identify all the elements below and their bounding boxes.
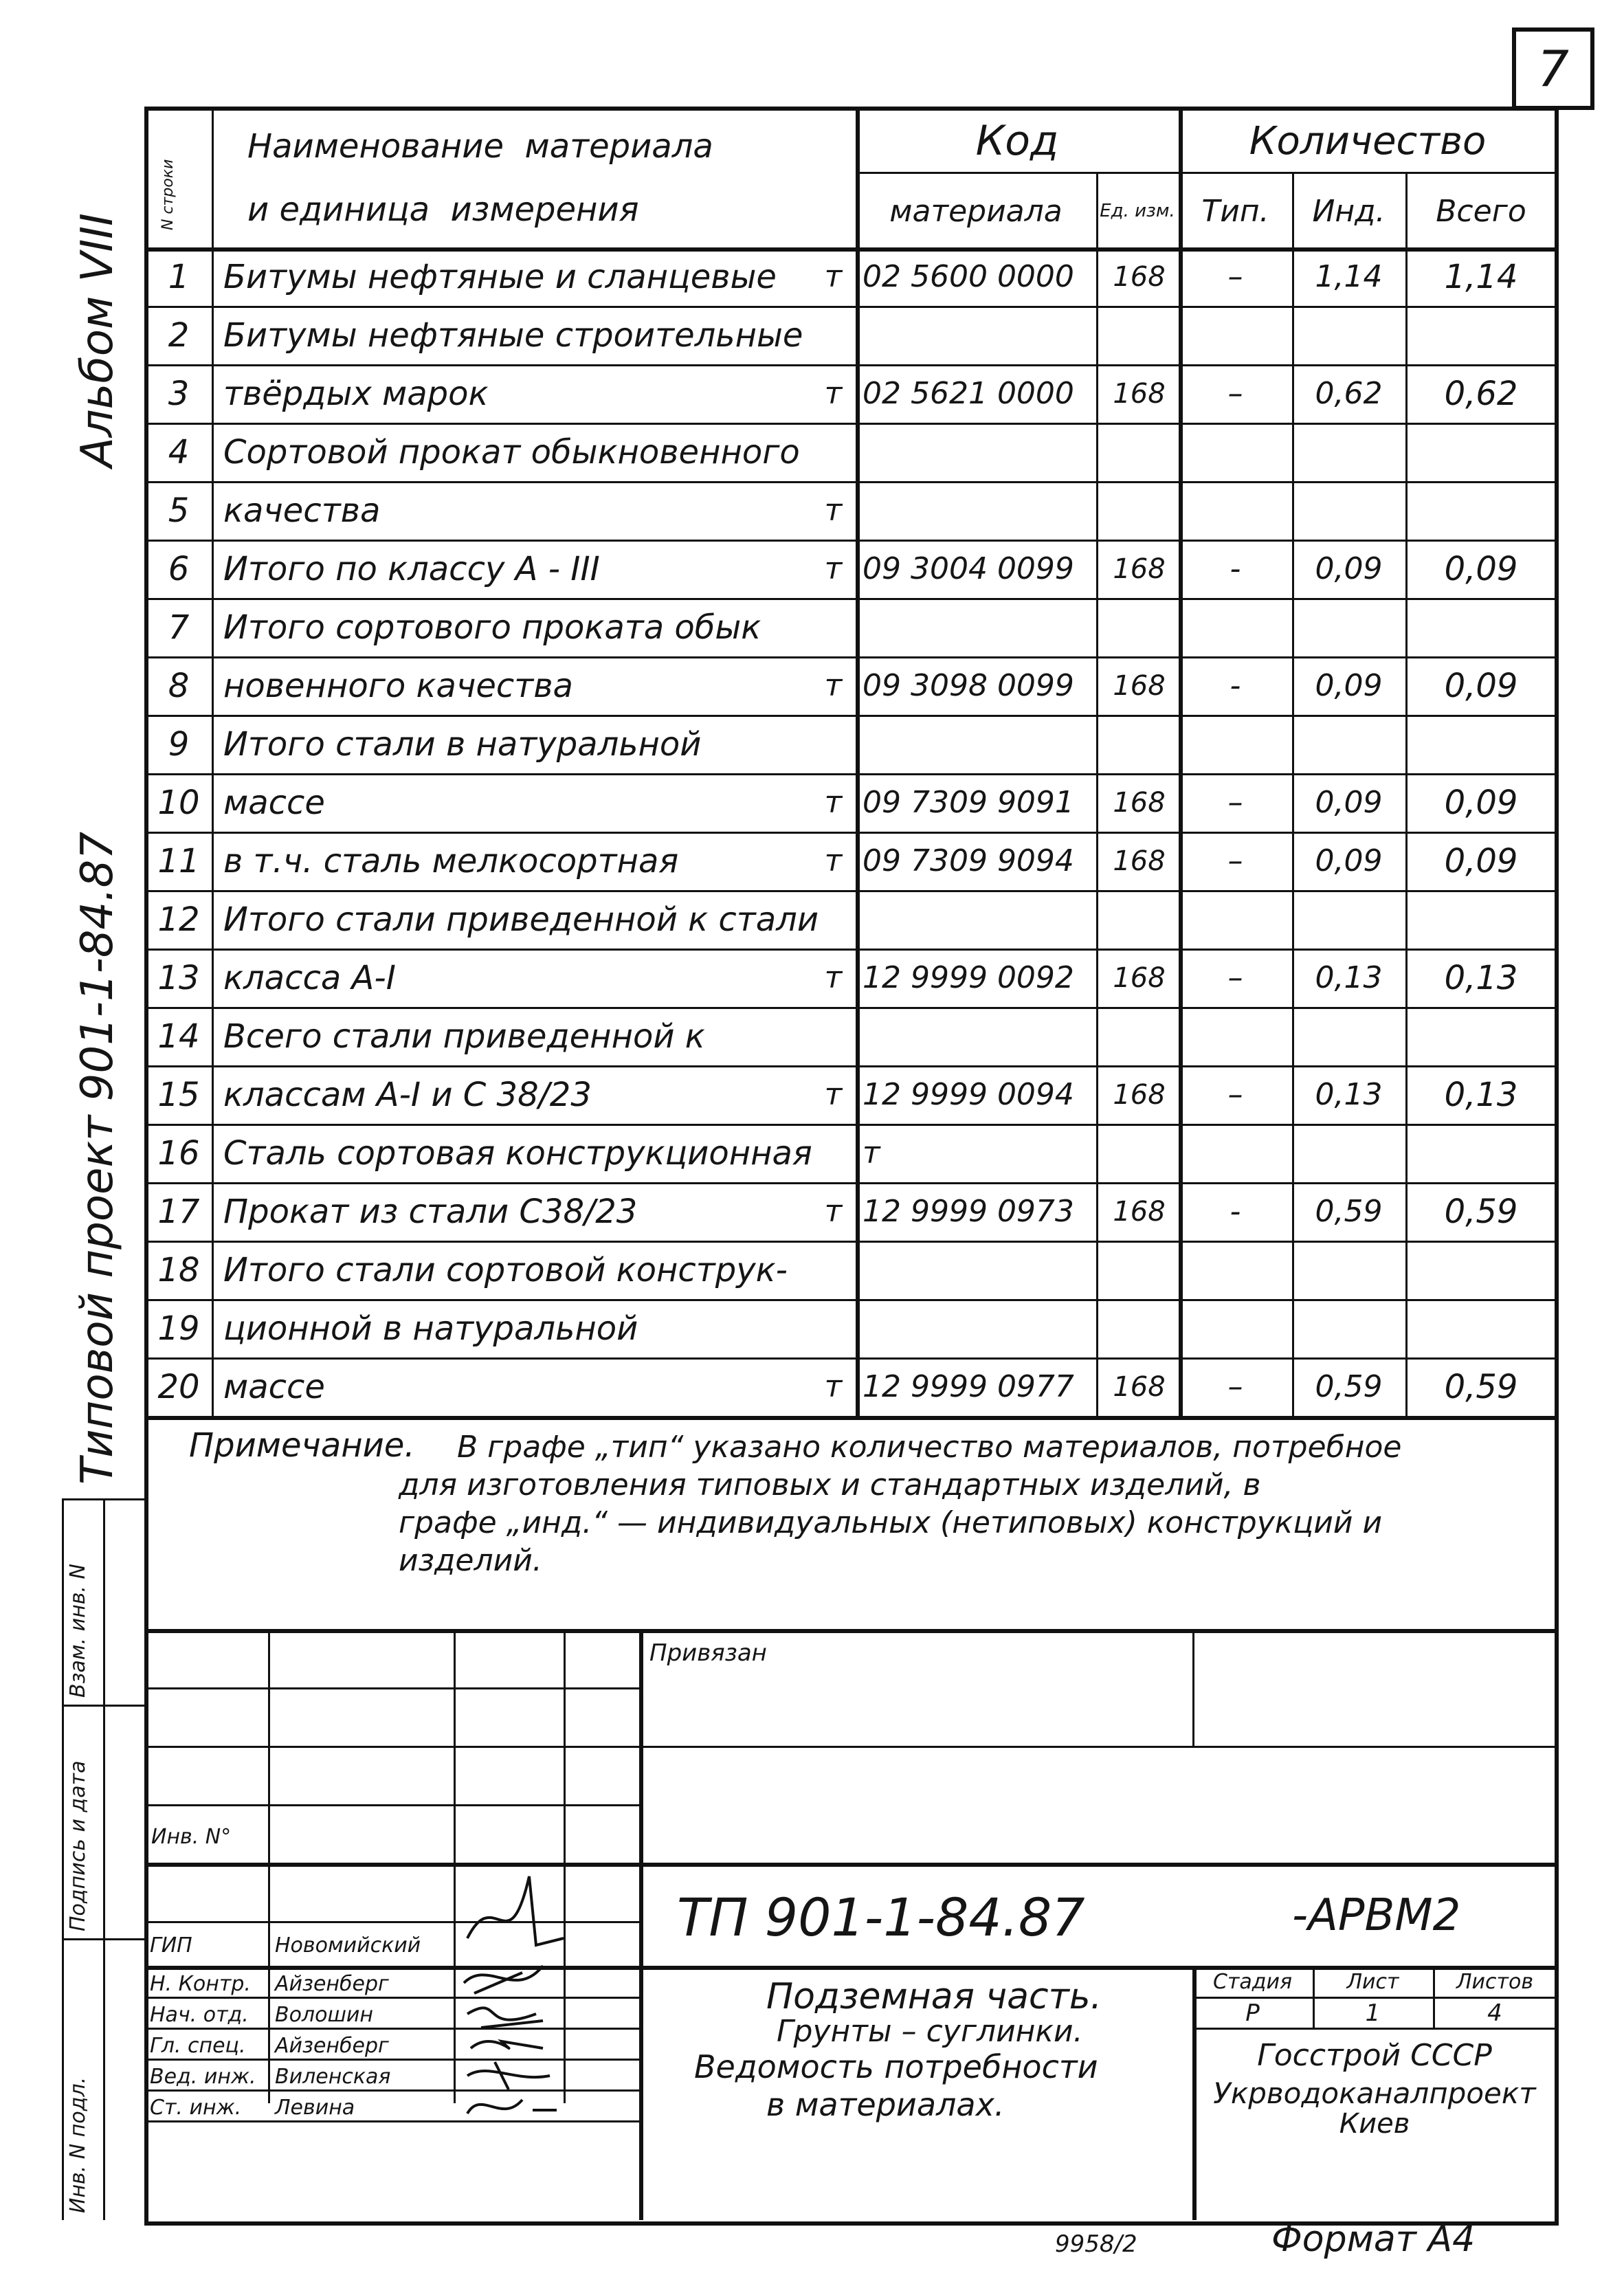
row-code (863, 306, 1096, 364)
row-ed (1100, 1124, 1179, 1182)
row-number: 6 (168, 549, 190, 588)
row-ind (1292, 1124, 1405, 1182)
row-name: Битумы нефтяные и сланцевые (223, 257, 777, 296)
row-ind (1292, 481, 1405, 540)
row-number: 17 (157, 1192, 200, 1231)
row-ed: 168 (1113, 786, 1166, 819)
listov-value: 4 (1487, 1999, 1502, 2027)
row-typ: – (1227, 376, 1243, 411)
row-ed (1100, 598, 1179, 656)
row-name: Итого стали приведенной к стали (223, 900, 819, 939)
row-ind: 1,14 (1315, 259, 1383, 294)
staff-name: Айзенберг (275, 1971, 389, 1996)
tb-h-code-top (144, 1863, 1559, 1867)
row-total: 0,59 (1444, 1367, 1518, 1406)
row-number: 19 (157, 1309, 200, 1348)
header-col-name-1: Наименование материала (247, 127, 713, 166)
row-typ (1179, 481, 1292, 540)
row-ed (1100, 306, 1179, 364)
page-number: 7 (1537, 40, 1569, 98)
col-line-code (1096, 172, 1098, 1416)
side-stamp-sign-date: Подпись и дата (66, 1760, 90, 1931)
row-typ (1179, 1241, 1292, 1299)
row-number: 5 (168, 491, 190, 530)
listov-label: Листов (1456, 1970, 1534, 1994)
row-ed: 168 (1113, 1195, 1166, 1228)
row-name: массе (223, 1367, 325, 1406)
row-unit (814, 890, 852, 949)
row-typ: – (1227, 843, 1243, 878)
row-unit: т (824, 551, 843, 586)
row-ed: 168 (1113, 377, 1166, 410)
row-name: Итого стали сортовой конструк- (223, 1250, 788, 1289)
header-col-name-2: и единица измерения (247, 190, 639, 229)
row-ind (1292, 1299, 1405, 1357)
row-code (863, 890, 1096, 949)
note-line-4: изделий. (399, 1543, 542, 1578)
list-label: Лист (1346, 1970, 1399, 1994)
row-name: Итого стали в натуральной (223, 724, 702, 764)
side-stamp-replace-inv: Взам. инв. N (66, 1564, 90, 1698)
staff-name: Новомийский (275, 1933, 421, 1958)
row-name: Итого сортового проката обык (223, 608, 761, 647)
row-code: 12 9999 0094 (863, 1077, 1074, 1112)
row-code: 09 7309 9094 (863, 843, 1074, 878)
row-ed (1100, 481, 1179, 540)
row-unit: т (824, 493, 843, 528)
tb-v-1 (268, 1629, 270, 2103)
row-number: 12 (157, 900, 200, 939)
row-typ: - (1230, 1194, 1241, 1229)
row-typ: – (1227, 259, 1243, 294)
staff-role: Ст. инж. (150, 2095, 242, 2120)
row-number: 4 (168, 432, 190, 472)
row-name: массе (223, 783, 325, 822)
staff-role: Гл. спец. (150, 2033, 246, 2058)
tb-h-priv (639, 1746, 1557, 1748)
row-name: Прокат из стали С38/23 (223, 1192, 638, 1231)
col-line-name (856, 107, 860, 1416)
title-line-2: Грунты – суглинки. (777, 2014, 1083, 2049)
table-bottom (144, 1416, 1559, 1420)
row-number: 2 (168, 315, 190, 355)
row-code: 09 3004 0099 (863, 551, 1074, 586)
row-ed (1100, 423, 1179, 481)
row-ind (1292, 890, 1405, 949)
row-number: 20 (157, 1367, 200, 1406)
row-name: в т.ч. сталь мелкосортная (223, 841, 679, 880)
row-total (1405, 1124, 1557, 1182)
row-total: 0,13 (1444, 1075, 1518, 1114)
row-typ (1179, 715, 1292, 773)
row-unit (814, 1124, 852, 1182)
row-number: 7 (168, 608, 190, 647)
row-code: 09 7309 9091 (863, 785, 1074, 820)
row-code (863, 1007, 1096, 1065)
album-label: Альбом VIII (72, 212, 123, 467)
row-typ (1179, 890, 1292, 949)
row-number: 1 (168, 257, 190, 296)
row-ind: 0,09 (1315, 668, 1383, 703)
row-total (1405, 890, 1557, 949)
row-ind: 0,59 (1315, 1369, 1383, 1404)
footer-code: 9958/2 (1055, 2230, 1137, 2258)
row-typ (1179, 423, 1292, 481)
row-name: Сталь сортовая конструкционная (223, 1133, 812, 1173)
row-ed (1100, 1007, 1179, 1065)
row-total (1405, 1007, 1557, 1065)
col-line-no (212, 107, 214, 1416)
title-line-3: Ведомость потребности (694, 2048, 1098, 2085)
row-typ: – (1227, 1369, 1243, 1404)
row-total (1405, 1241, 1557, 1299)
row-unit: т (824, 1369, 843, 1404)
row-ind (1292, 598, 1405, 656)
row-unit: т (824, 843, 843, 878)
row-code (863, 1299, 1096, 1357)
row-code: 12 9999 0977 (863, 1369, 1074, 1404)
doc-suffix: -АРВМ2 (1292, 1890, 1461, 1941)
row-ed: 168 (1113, 1371, 1166, 1403)
row-ed (1100, 1241, 1179, 1299)
row-unit (814, 1241, 852, 1299)
tb-top (144, 1629, 1559, 1633)
row-code (863, 481, 1096, 540)
row-unit (814, 1007, 852, 1065)
row-number: 13 (157, 958, 200, 997)
row-name: класса А-I (223, 958, 396, 997)
row-ind: 0,59 (1315, 1194, 1383, 1229)
row-total: 1,14 (1444, 257, 1518, 296)
row-total: 0,09 (1444, 841, 1518, 880)
header-col-qty-ind: Инд. (1312, 194, 1386, 229)
title-line-1: Подземная часть. (766, 1976, 1102, 2017)
row-name: Битумы нефтяные строительные (223, 315, 803, 355)
stadia-label: Стадия (1212, 1970, 1293, 1994)
row-total: 0,09 (1444, 783, 1518, 822)
row-number: 3 (168, 374, 190, 413)
row-ind: 0,13 (1315, 960, 1383, 995)
row-ind (1292, 306, 1405, 364)
row-code: 02 5621 0000 (863, 376, 1074, 411)
side-stamp-div-1 (62, 1498, 144, 1500)
privyazan-label: Привязан (649, 1639, 767, 1667)
row-unit: т (824, 376, 843, 411)
row-number: 9 (168, 724, 190, 764)
org-line-3: Киев (1339, 2108, 1410, 2140)
row-number: 18 (157, 1250, 200, 1289)
row-name: Итого по классу А - III (223, 549, 600, 588)
row-ed (1100, 1299, 1179, 1357)
row-ed (1100, 715, 1179, 773)
staff-role: Н. Контр. (150, 1971, 251, 1996)
row-ed (1100, 890, 1179, 949)
row-number: 11 (157, 841, 200, 880)
side-stamp-div-3 (62, 1938, 144, 1940)
row-number: 16 (157, 1133, 200, 1173)
row-typ: – (1227, 785, 1243, 820)
note-label: Примечание. (189, 1426, 415, 1465)
staff-role: ГИП (150, 1933, 192, 1958)
side-stamp-inv-orig: Инв. N подл. (66, 2076, 90, 2213)
row-unit: т (824, 1077, 843, 1112)
row-typ (1179, 1124, 1292, 1182)
header-col-code: Код (975, 117, 1059, 165)
staff-role: Вед. инж. (150, 2064, 256, 2089)
stadia-value: Р (1245, 1999, 1260, 2027)
row-code: 12 9999 0973 (863, 1194, 1074, 1229)
row-total: 0,13 (1444, 958, 1518, 997)
row-name: качества (223, 491, 381, 530)
row-code (863, 423, 1096, 481)
staff-name: Левина (275, 2095, 355, 2120)
row-unit (814, 423, 852, 481)
row-typ (1179, 1007, 1292, 1065)
row-unit: т (824, 1194, 843, 1229)
side-stamp-div-2 (62, 1705, 144, 1707)
row-unit: т (824, 259, 843, 294)
row-number: 14 (157, 1017, 200, 1056)
row-ind: 0,09 (1315, 785, 1383, 820)
row-ed: 168 (1113, 962, 1166, 994)
row-name: Сортовой прокат обыкновенного (223, 432, 800, 472)
row-ed: 168 (1113, 845, 1166, 877)
staff-name: Волошин (275, 2002, 374, 2027)
row-unit (814, 598, 852, 656)
row-ind: 0,09 (1315, 551, 1383, 586)
row-ind: 0,09 (1315, 843, 1383, 878)
row-ed: 168 (1113, 669, 1166, 702)
row-code: 09 3098 0099 (863, 668, 1074, 703)
row-ed: 168 (1113, 260, 1166, 293)
header-col-code-unit: Ед. изм. (1100, 201, 1175, 222)
row-code: 02 5600 0000 (863, 259, 1074, 294)
staff-name: Виленская (275, 2064, 391, 2089)
row-name: твёрдых марок (223, 374, 489, 413)
row-ind (1292, 423, 1405, 481)
note-line-3: графе „инд.“ — индивидуальных (нетиповых) конструкций и (399, 1505, 1383, 1540)
header-col-qty-total: Всего (1436, 194, 1526, 229)
row-name: новенного качества (223, 666, 573, 705)
row-unit: т (824, 785, 843, 820)
tb-h-st-2 (1192, 2028, 1557, 2030)
org-line-1: Госстрой СССР (1257, 2037, 1492, 2073)
row-number: 15 (157, 1075, 200, 1114)
tb-v-priv (1192, 1629, 1194, 1746)
org-line-2: Укрводоканалпроект (1213, 2076, 1536, 2110)
title-line-4: в материалах. (766, 2086, 1005, 2123)
row-typ (1179, 1299, 1292, 1357)
row-typ: – (1227, 1077, 1243, 1112)
row-typ: - (1230, 551, 1241, 586)
row-total (1405, 1299, 1557, 1357)
row-unit: т (824, 960, 843, 995)
signatures (454, 1856, 570, 2131)
row-typ (1179, 306, 1292, 364)
row-typ: - (1230, 668, 1241, 703)
row-typ: – (1227, 960, 1243, 995)
side-stamp-line-a (62, 1498, 64, 2220)
row-total: 0,09 (1444, 666, 1518, 705)
row-ind: 0,13 (1315, 1077, 1383, 1112)
header-col-qty-typ: Тип. (1201, 194, 1269, 229)
note-line-2: для изготовления типовых и стандартных изделий, в (399, 1467, 1261, 1503)
row-typ (1179, 598, 1292, 656)
row-unit (814, 306, 852, 364)
row-code (863, 715, 1096, 773)
header-col-code-material: материала (889, 194, 1063, 229)
format-label: Формат А4 (1271, 2219, 1476, 2260)
row-number: 10 (157, 783, 200, 822)
row-total: 0,59 (1444, 1192, 1518, 1231)
row-ed: 168 (1113, 1078, 1166, 1111)
row-code: т (863, 1135, 880, 1171)
row-total (1405, 598, 1557, 656)
project-label: Типовой проект 901-1-84.87 (72, 831, 123, 1485)
staff-role: Нач. отд. (150, 2002, 249, 2027)
side-stamp-line-b (103, 1498, 105, 2220)
row-unit (814, 715, 852, 773)
row-unit: т (824, 668, 843, 703)
row-ed: 168 (1113, 553, 1166, 585)
header-col-qty: Количество (1249, 118, 1487, 164)
row-code: 12 9999 0092 (863, 960, 1074, 995)
row-code (863, 598, 1096, 656)
row-total (1405, 306, 1557, 364)
note-line-1: В графе „тип“ указано количество материалов, потребное (457, 1430, 1402, 1465)
header-col-no: N строки (159, 159, 177, 230)
doc-code: ТП 901-1-84.87 (677, 1887, 1085, 1948)
row-total (1405, 715, 1557, 773)
inv-no-label: Инв. N° (151, 1825, 232, 1849)
row-ind: 0,62 (1315, 376, 1383, 411)
row-unit (814, 1299, 852, 1357)
row-name: классам А-I и С 38/23 (223, 1075, 592, 1114)
row-total: 0,62 (1444, 374, 1518, 413)
row-ind (1292, 1007, 1405, 1065)
row-total: 0,09 (1444, 549, 1518, 588)
tb-v-4 (639, 1629, 643, 2220)
row-name: Всего стали приведенной к (223, 1017, 705, 1056)
row-ind (1292, 1241, 1405, 1299)
staff-name: Айзенберг (275, 2033, 389, 2058)
row-number: 8 (168, 666, 190, 705)
row-total (1405, 423, 1557, 481)
list-value: 1 (1365, 1999, 1381, 2027)
row-ind (1292, 715, 1405, 773)
row-name: ционной в натуральной (223, 1309, 638, 1348)
row-total (1405, 481, 1557, 540)
row-code (863, 1241, 1096, 1299)
header-sub-line (856, 172, 1557, 174)
